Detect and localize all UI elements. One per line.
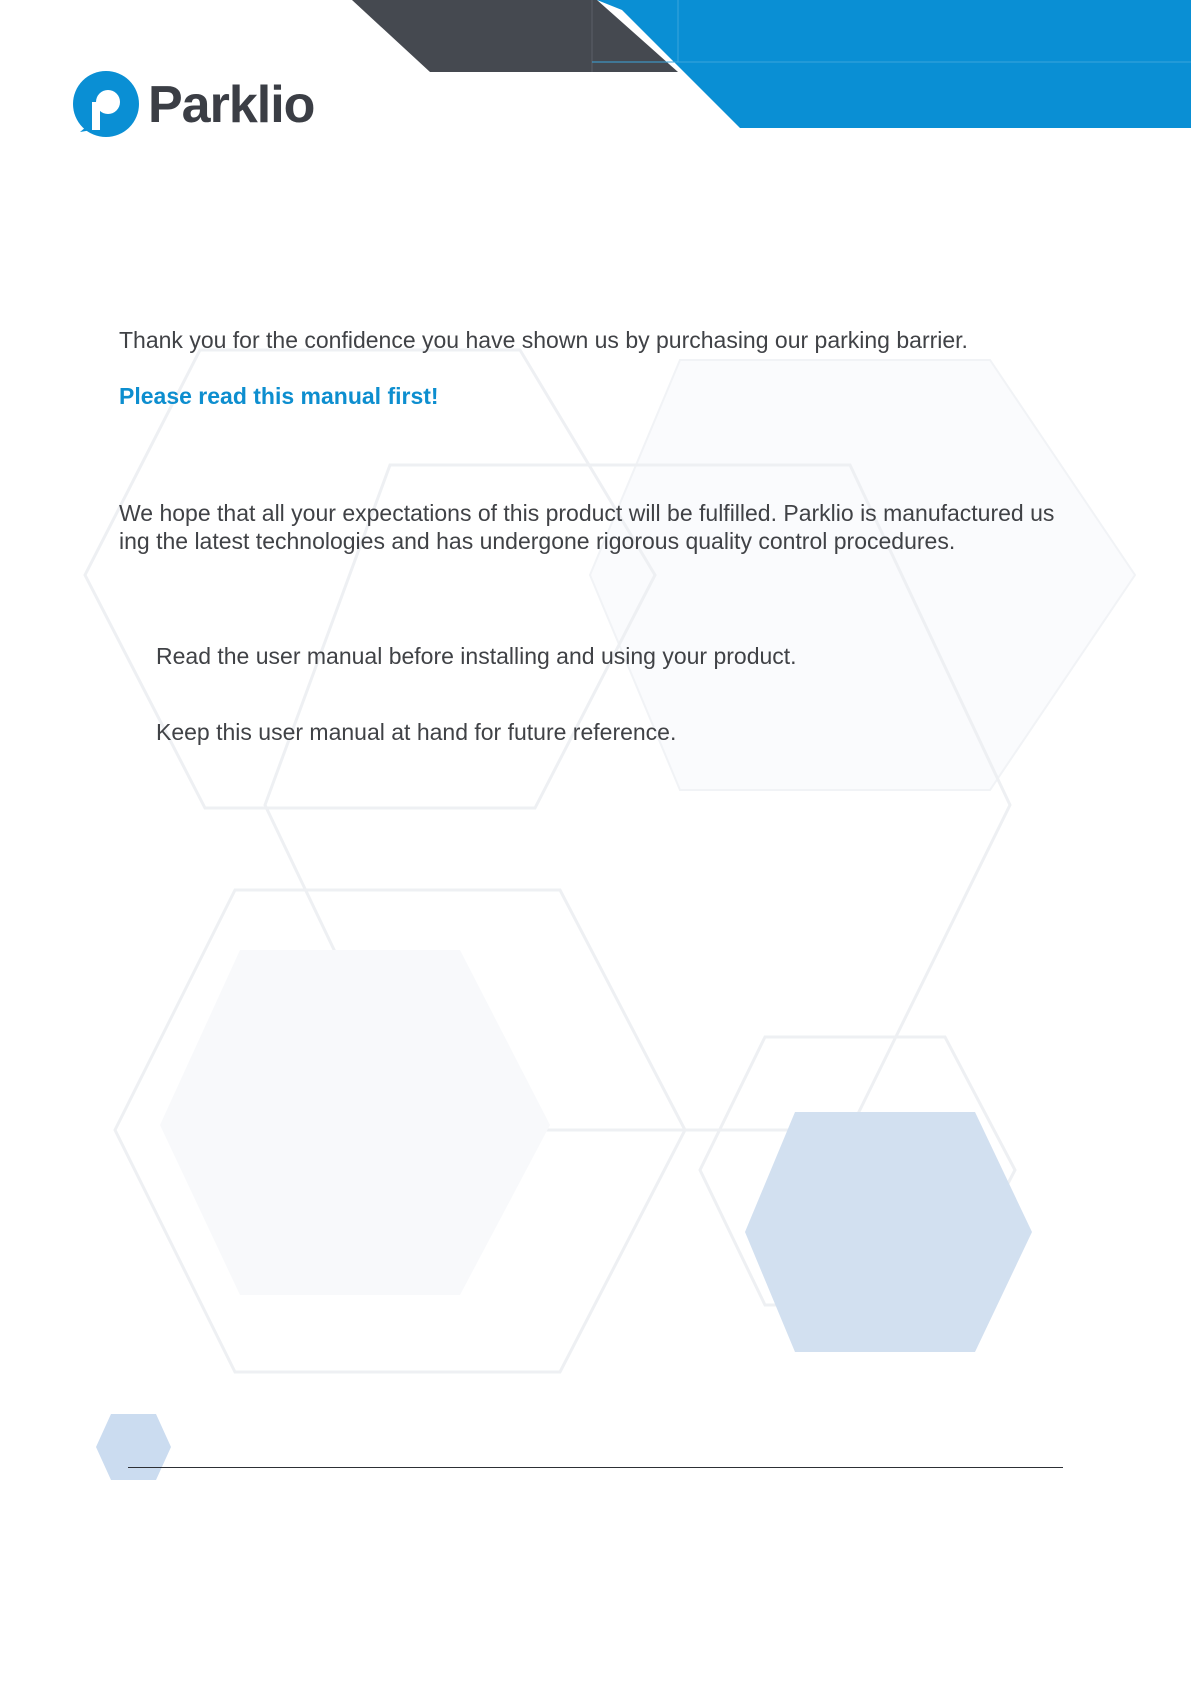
footer-divider bbox=[128, 1467, 1063, 1468]
instruction-item-2: Keep this user manual at hand for future reference. bbox=[156, 719, 677, 745]
description-line-2: ing the latest technologies and has undergone rigorous quality control procedures. bbox=[119, 528, 956, 554]
header-blue-banner bbox=[597, 0, 1191, 128]
intro-text: Thank you for the confidence you have shown us by purchasing our parking barrier. bbox=[119, 327, 968, 353]
accent-hexagon-large bbox=[745, 1112, 1032, 1352]
parklio-p-logo-icon bbox=[70, 70, 142, 142]
parklio-logo bbox=[70, 70, 330, 142]
logo-wordmark: Parklio bbox=[148, 76, 315, 134]
accent-hexagon-small bbox=[96, 1414, 171, 1480]
instruction-item-1: Read the user manual before installing and using your product. bbox=[156, 643, 797, 669]
bg-hexagon-bottom-left-fill bbox=[160, 950, 550, 1295]
read-manual-notice: Please read this manual first! bbox=[119, 383, 439, 409]
description-line-1: We hope that all your expectations of this product will be fulfilled. Parklio is manufactured us bbox=[119, 500, 1055, 526]
